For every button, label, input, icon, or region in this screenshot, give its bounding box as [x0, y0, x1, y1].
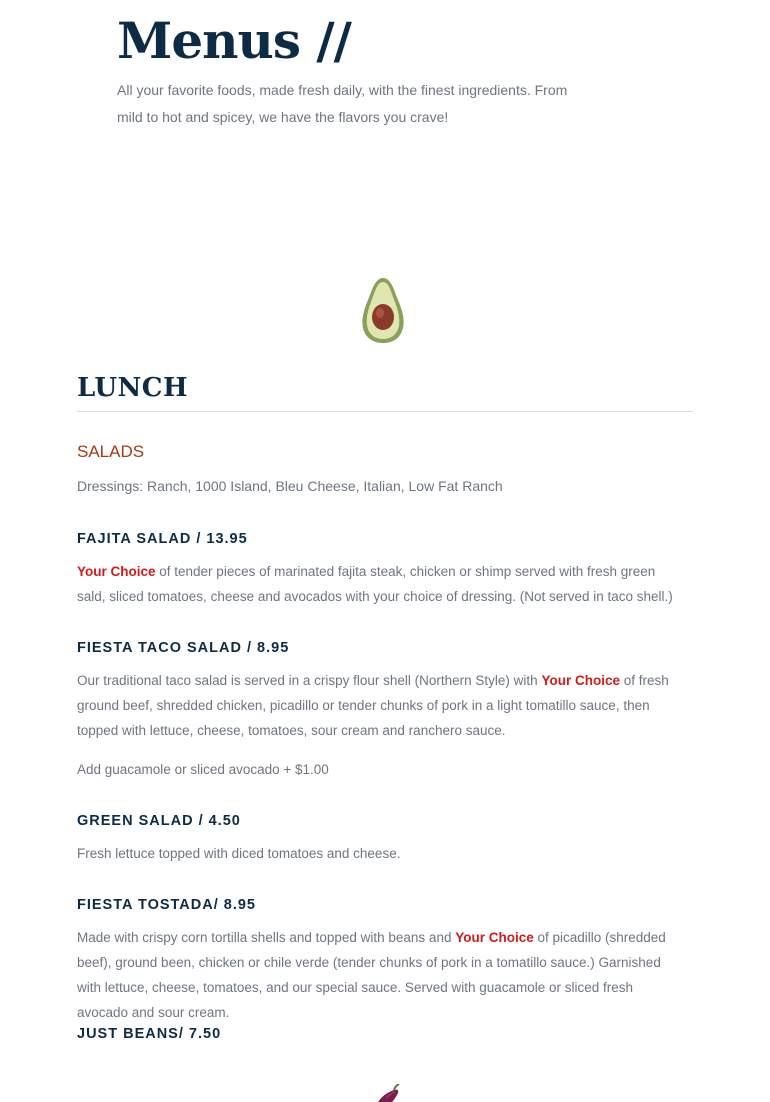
- category-title-salads: SALADS: [77, 442, 145, 461]
- section-divider: [77, 411, 693, 412]
- description-text: of fresh ground beef, shredded chicken, picadillo or tender chunks of pork in a light tomatillo sauce, then topped with lettuce, cheese, tomatoes, sour cream and ranchero sauce.: [77, 673, 669, 738]
- description-text: of tender pieces of marinated fajita steak, chicken or shimp served with fresh green sald, sliced tomatoes, cheese and avocados with your choice of dressing. (Not served in taco shell.): [77, 564, 673, 604]
- chili-pepper-icon: [372, 1084, 402, 1102]
- menu-item-title: GREEN SALAD / 4.50: [77, 813, 241, 829]
- menu-item-description: Fresh lettuce topped with diced tomatoes and cheese.: [77, 846, 401, 861]
- menu-item-title: JUST BEANS/ 7.50: [77, 1026, 222, 1042]
- your-choice-highlight: Your Choice: [77, 564, 156, 579]
- menu-item-title: FAJITA SALAD / 13.95: [77, 531, 248, 547]
- menu-item-addon: Add guacamole or sliced avocado + $1.00: [77, 762, 329, 777]
- menu-item-description: [77, 559, 687, 609]
- dressings-list: Dressings: Ranch, 1000 Island, Bleu Cheese, Italian, Low Fat Ranch: [77, 478, 503, 494]
- your-choice-highlight: Your Choice: [541, 673, 620, 688]
- menu-item-description: [77, 925, 687, 1025]
- menu-item-description: [77, 668, 687, 743]
- page-title: Menus //: [117, 11, 351, 70]
- description-text: Our traditional taco salad is served in a crispy flour shell (Northern Style) with: [77, 673, 542, 688]
- page-intro: All your favorite foods, made fresh daily, with the finest ingredients. From mild to hot and spicey, we have the flavors you crave!: [117, 82, 568, 125]
- description-text: of picadillo (shredded beef), ground been, chicken or chile verde (tender chunks of pork in a tomatillo sauce.) Garnished with lettuce, cheese, tomatoes, and our special sauce. Served with guacamole or sliced fresh avocado and sour cream.: [77, 930, 666, 1020]
- description-text: Made with crispy corn tortilla shells and topped with beans and: [77, 930, 456, 945]
- menu-item-title: FIESTA TOSTADA/ 8.95: [77, 897, 256, 913]
- menu-item-title: FIESTA TACO SALAD / 8.95: [77, 640, 290, 656]
- your-choice-highlight: Your Choice: [455, 930, 534, 945]
- section-title-lunch: LUNCH: [77, 373, 189, 403]
- avocado-icon: [360, 276, 406, 344]
